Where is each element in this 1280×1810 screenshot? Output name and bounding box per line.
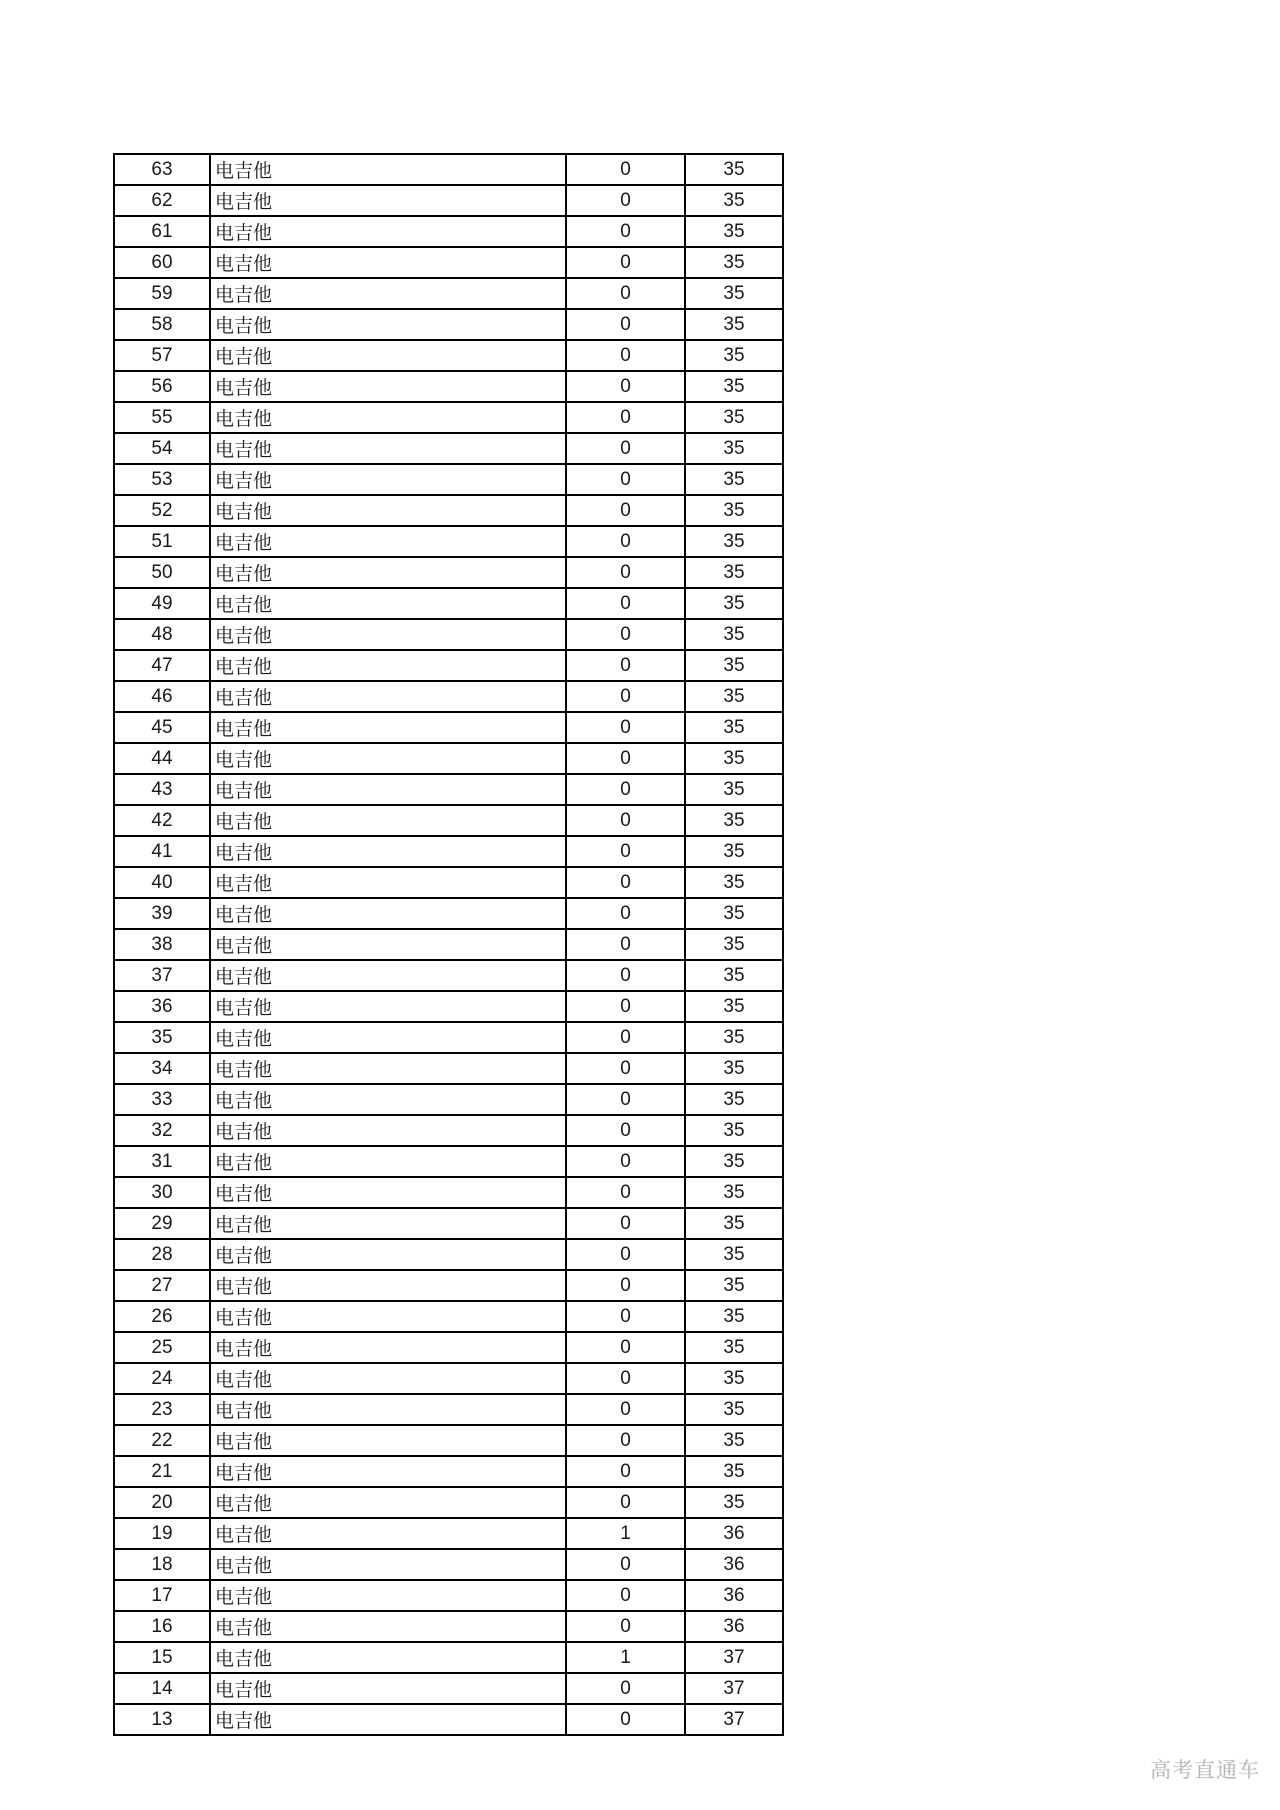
item-name-cell: 电吉他 — [210, 433, 566, 464]
value-cell: 0 — [566, 1208, 685, 1239]
total-cell: 35 — [685, 340, 783, 371]
table-row — [114, 1022, 783, 1053]
total-cell: 37 — [685, 1673, 783, 1704]
total-cell: 35 — [685, 619, 783, 650]
item-name-cell: 电吉他 — [210, 774, 566, 805]
item-name-cell: 电吉他 — [210, 340, 566, 371]
total-cell: 36 — [685, 1549, 783, 1580]
table-row — [114, 681, 783, 712]
item-name-cell: 电吉他 — [210, 309, 566, 340]
total-cell: 35 — [685, 433, 783, 464]
item-name-cell: 电吉他 — [210, 1673, 566, 1704]
total-cell: 35 — [685, 650, 783, 681]
value-cell: 0 — [566, 1704, 685, 1735]
value-cell: 0 — [566, 433, 685, 464]
table-row — [114, 1301, 783, 1332]
value-cell: 0 — [566, 1301, 685, 1332]
row-number-cell: 37 — [114, 960, 210, 991]
table-row — [114, 774, 783, 805]
item-name-cell: 电吉他 — [210, 1053, 566, 1084]
table-row — [114, 836, 783, 867]
item-name-cell: 电吉他 — [210, 1425, 566, 1456]
total-cell: 35 — [685, 836, 783, 867]
table-row — [114, 1642, 783, 1673]
value-cell: 0 — [566, 1394, 685, 1425]
data-table-body — [114, 154, 783, 1735]
row-number-cell: 63 — [114, 154, 210, 185]
item-name-cell: 电吉他 — [210, 929, 566, 960]
item-name-cell: 电吉他 — [210, 1487, 566, 1518]
table-row — [114, 1580, 783, 1611]
value-cell: 0 — [566, 185, 685, 216]
row-number-cell: 23 — [114, 1394, 210, 1425]
row-number-cell: 44 — [114, 743, 210, 774]
value-cell: 1 — [566, 1642, 685, 1673]
item-name-cell: 电吉他 — [210, 650, 566, 681]
total-cell: 35 — [685, 154, 783, 185]
value-cell: 0 — [566, 805, 685, 836]
row-number-cell: 27 — [114, 1270, 210, 1301]
total-cell: 35 — [685, 247, 783, 278]
item-name-cell: 电吉他 — [210, 619, 566, 650]
item-name-cell: 电吉他 — [210, 1549, 566, 1580]
value-cell: 0 — [566, 619, 685, 650]
total-cell: 35 — [685, 495, 783, 526]
table-row — [114, 1270, 783, 1301]
row-number-cell: 29 — [114, 1208, 210, 1239]
total-cell: 35 — [685, 1425, 783, 1456]
table-row — [114, 1611, 783, 1642]
table-row — [114, 867, 783, 898]
item-name-cell: 电吉他 — [210, 1363, 566, 1394]
total-cell: 35 — [685, 402, 783, 433]
total-cell: 36 — [685, 1611, 783, 1642]
table-row — [114, 712, 783, 743]
table-row — [114, 309, 783, 340]
value-cell: 0 — [566, 557, 685, 588]
total-cell: 35 — [685, 1146, 783, 1177]
row-number-cell: 57 — [114, 340, 210, 371]
item-name-cell: 电吉他 — [210, 1146, 566, 1177]
total-cell: 35 — [685, 743, 783, 774]
table-row — [114, 1053, 783, 1084]
item-name-cell: 电吉他 — [210, 1115, 566, 1146]
row-number-cell: 20 — [114, 1487, 210, 1518]
row-number-cell: 39 — [114, 898, 210, 929]
row-number-cell: 62 — [114, 185, 210, 216]
total-cell: 35 — [685, 588, 783, 619]
table-row — [114, 154, 783, 185]
value-cell: 0 — [566, 1022, 685, 1053]
value-cell: 0 — [566, 154, 685, 185]
table-row — [114, 1084, 783, 1115]
value-cell: 0 — [566, 1673, 685, 1704]
item-name-cell: 电吉他 — [210, 216, 566, 247]
total-cell: 35 — [685, 1301, 783, 1332]
row-number-cell: 61 — [114, 216, 210, 247]
table-row — [114, 1673, 783, 1704]
row-number-cell: 15 — [114, 1642, 210, 1673]
table-row — [114, 1425, 783, 1456]
row-number-cell: 30 — [114, 1177, 210, 1208]
total-cell: 35 — [685, 1177, 783, 1208]
value-cell: 0 — [566, 1332, 685, 1363]
value-cell: 0 — [566, 588, 685, 619]
row-number-cell: 22 — [114, 1425, 210, 1456]
table-row — [114, 619, 783, 650]
data-table — [113, 153, 784, 1736]
row-number-cell: 31 — [114, 1146, 210, 1177]
table-row — [114, 1487, 783, 1518]
total-cell: 35 — [685, 464, 783, 495]
value-cell: 0 — [566, 867, 685, 898]
total-cell: 35 — [685, 526, 783, 557]
table-row — [114, 433, 783, 464]
value-cell: 0 — [566, 743, 685, 774]
row-number-cell: 28 — [114, 1239, 210, 1270]
table-row — [114, 557, 783, 588]
total-cell: 35 — [685, 1053, 783, 1084]
row-number-cell: 53 — [114, 464, 210, 495]
row-number-cell: 41 — [114, 836, 210, 867]
row-number-cell: 18 — [114, 1549, 210, 1580]
table-row — [114, 1363, 783, 1394]
table-row — [114, 216, 783, 247]
value-cell: 0 — [566, 1115, 685, 1146]
row-number-cell: 49 — [114, 588, 210, 619]
value-cell: 0 — [566, 712, 685, 743]
row-number-cell: 35 — [114, 1022, 210, 1053]
value-cell: 0 — [566, 774, 685, 805]
total-cell: 35 — [685, 991, 783, 1022]
row-number-cell: 55 — [114, 402, 210, 433]
table-row — [114, 991, 783, 1022]
item-name-cell: 电吉他 — [210, 185, 566, 216]
item-name-cell: 电吉他 — [210, 495, 566, 526]
total-cell: 35 — [685, 1208, 783, 1239]
table-row — [114, 247, 783, 278]
row-number-cell: 21 — [114, 1456, 210, 1487]
item-name-cell: 电吉他 — [210, 712, 566, 743]
value-cell: 0 — [566, 1425, 685, 1456]
value-cell: 0 — [566, 309, 685, 340]
value-cell: 0 — [566, 402, 685, 433]
table-row — [114, 1704, 783, 1735]
table-row — [114, 1549, 783, 1580]
item-name-cell: 电吉他 — [210, 1580, 566, 1611]
table-row — [114, 1332, 783, 1363]
total-cell: 35 — [685, 867, 783, 898]
row-number-cell: 26 — [114, 1301, 210, 1332]
total-cell: 35 — [685, 1022, 783, 1053]
table-row — [114, 1239, 783, 1270]
value-cell: 0 — [566, 526, 685, 557]
row-number-cell: 47 — [114, 650, 210, 681]
value-cell: 0 — [566, 247, 685, 278]
total-cell: 35 — [685, 216, 783, 247]
total-cell: 35 — [685, 1084, 783, 1115]
row-number-cell: 51 — [114, 526, 210, 557]
item-name-cell: 电吉他 — [210, 836, 566, 867]
value-cell: 0 — [566, 681, 685, 712]
item-name-cell: 电吉他 — [210, 1084, 566, 1115]
row-number-cell: 13 — [114, 1704, 210, 1735]
table-row — [114, 1208, 783, 1239]
table-row — [114, 1146, 783, 1177]
total-cell: 36 — [685, 1580, 783, 1611]
value-cell: 0 — [566, 1053, 685, 1084]
item-name-cell: 电吉他 — [210, 1456, 566, 1487]
value-cell: 0 — [566, 495, 685, 526]
table-row — [114, 371, 783, 402]
total-cell: 37 — [685, 1642, 783, 1673]
total-cell: 35 — [685, 1270, 783, 1301]
item-name-cell: 电吉他 — [210, 1642, 566, 1673]
value-cell: 0 — [566, 371, 685, 402]
value-cell: 0 — [566, 1146, 685, 1177]
item-name-cell: 电吉他 — [210, 154, 566, 185]
row-number-cell: 58 — [114, 309, 210, 340]
total-cell: 35 — [685, 898, 783, 929]
item-name-cell: 电吉他 — [210, 1208, 566, 1239]
value-cell: 0 — [566, 1177, 685, 1208]
total-cell: 36 — [685, 1518, 783, 1549]
value-cell: 0 — [566, 1487, 685, 1518]
table-row — [114, 464, 783, 495]
total-cell: 35 — [685, 557, 783, 588]
item-name-cell: 电吉他 — [210, 1704, 566, 1735]
item-name-cell: 电吉他 — [210, 1177, 566, 1208]
item-name-cell: 电吉他 — [210, 247, 566, 278]
value-cell: 0 — [566, 340, 685, 371]
value-cell: 0 — [566, 960, 685, 991]
value-cell: 0 — [566, 278, 685, 309]
item-name-cell: 电吉他 — [210, 743, 566, 774]
item-name-cell: 电吉他 — [210, 1332, 566, 1363]
value-cell: 0 — [566, 1239, 685, 1270]
value-cell: 0 — [566, 1549, 685, 1580]
table-row — [114, 898, 783, 929]
total-cell: 35 — [685, 929, 783, 960]
row-number-cell: 34 — [114, 1053, 210, 1084]
value-cell: 0 — [566, 464, 685, 495]
row-number-cell: 32 — [114, 1115, 210, 1146]
watermark-text: 高考直通车 — [1150, 1759, 1260, 1782]
row-number-cell: 50 — [114, 557, 210, 588]
total-cell: 35 — [685, 1115, 783, 1146]
item-name-cell: 电吉他 — [210, 557, 566, 588]
row-number-cell: 59 — [114, 278, 210, 309]
item-name-cell: 电吉他 — [210, 805, 566, 836]
value-cell: 0 — [566, 1580, 685, 1611]
item-name-cell: 电吉他 — [210, 1270, 566, 1301]
table-row — [114, 1115, 783, 1146]
row-number-cell: 60 — [114, 247, 210, 278]
value-cell: 0 — [566, 991, 685, 1022]
value-cell: 0 — [566, 929, 685, 960]
item-name-cell: 电吉他 — [210, 278, 566, 309]
item-name-cell: 电吉他 — [210, 991, 566, 1022]
row-number-cell: 52 — [114, 495, 210, 526]
value-cell: 0 — [566, 1270, 685, 1301]
total-cell: 37 — [685, 1704, 783, 1735]
row-number-cell: 46 — [114, 681, 210, 712]
table-row — [114, 743, 783, 774]
table-row — [114, 588, 783, 619]
total-cell: 35 — [685, 774, 783, 805]
row-number-cell: 40 — [114, 867, 210, 898]
total-cell: 35 — [685, 1456, 783, 1487]
row-number-cell: 42 — [114, 805, 210, 836]
item-name-cell: 电吉他 — [210, 898, 566, 929]
item-name-cell: 电吉他 — [210, 960, 566, 991]
table-row — [114, 929, 783, 960]
row-number-cell: 25 — [114, 1332, 210, 1363]
value-cell: 0 — [566, 898, 685, 929]
value-cell: 0 — [566, 216, 685, 247]
total-cell: 35 — [685, 371, 783, 402]
table-row — [114, 960, 783, 991]
table-row — [114, 402, 783, 433]
item-name-cell: 电吉他 — [210, 402, 566, 433]
row-number-cell: 14 — [114, 1673, 210, 1704]
table-row — [114, 495, 783, 526]
value-cell: 0 — [566, 1363, 685, 1394]
table-row — [114, 650, 783, 681]
table-row — [114, 185, 783, 216]
row-number-cell: 48 — [114, 619, 210, 650]
item-name-cell: 电吉他 — [210, 1518, 566, 1549]
table-row — [114, 805, 783, 836]
value-cell: 0 — [566, 650, 685, 681]
item-name-cell: 电吉他 — [210, 1394, 566, 1425]
table-row — [114, 1456, 783, 1487]
total-cell: 35 — [685, 1332, 783, 1363]
value-cell: 0 — [566, 1084, 685, 1115]
item-name-cell: 电吉他 — [210, 867, 566, 898]
total-cell: 35 — [685, 185, 783, 216]
item-name-cell: 电吉他 — [210, 681, 566, 712]
total-cell: 35 — [685, 712, 783, 743]
row-number-cell: 38 — [114, 929, 210, 960]
row-number-cell: 54 — [114, 433, 210, 464]
total-cell: 35 — [685, 1394, 783, 1425]
value-cell: 1 — [566, 1518, 685, 1549]
row-number-cell: 17 — [114, 1580, 210, 1611]
total-cell: 35 — [685, 278, 783, 309]
table-row — [114, 1518, 783, 1549]
row-number-cell: 24 — [114, 1363, 210, 1394]
item-name-cell: 电吉他 — [210, 371, 566, 402]
row-number-cell: 19 — [114, 1518, 210, 1549]
row-number-cell: 36 — [114, 991, 210, 1022]
item-name-cell: 电吉他 — [210, 1022, 566, 1053]
item-name-cell: 电吉他 — [210, 464, 566, 495]
total-cell: 35 — [685, 1239, 783, 1270]
total-cell: 35 — [685, 805, 783, 836]
total-cell: 35 — [685, 960, 783, 991]
row-number-cell: 16 — [114, 1611, 210, 1642]
value-cell: 0 — [566, 1611, 685, 1642]
table-row — [114, 1394, 783, 1425]
row-number-cell: 43 — [114, 774, 210, 805]
table-row — [114, 526, 783, 557]
item-name-cell: 电吉他 — [210, 588, 566, 619]
total-cell: 35 — [685, 1363, 783, 1394]
row-number-cell: 33 — [114, 1084, 210, 1115]
item-name-cell: 电吉他 — [210, 1611, 566, 1642]
table-row — [114, 278, 783, 309]
table-row — [114, 340, 783, 371]
value-cell: 0 — [566, 836, 685, 867]
item-name-cell: 电吉他 — [210, 526, 566, 557]
item-name-cell: 电吉他 — [210, 1301, 566, 1332]
total-cell: 35 — [685, 309, 783, 340]
table-row — [114, 1177, 783, 1208]
total-cell: 35 — [685, 681, 783, 712]
row-number-cell: 56 — [114, 371, 210, 402]
row-number-cell: 45 — [114, 712, 210, 743]
item-name-cell: 电吉他 — [210, 1239, 566, 1270]
value-cell: 0 — [566, 1456, 685, 1487]
total-cell: 35 — [685, 1487, 783, 1518]
